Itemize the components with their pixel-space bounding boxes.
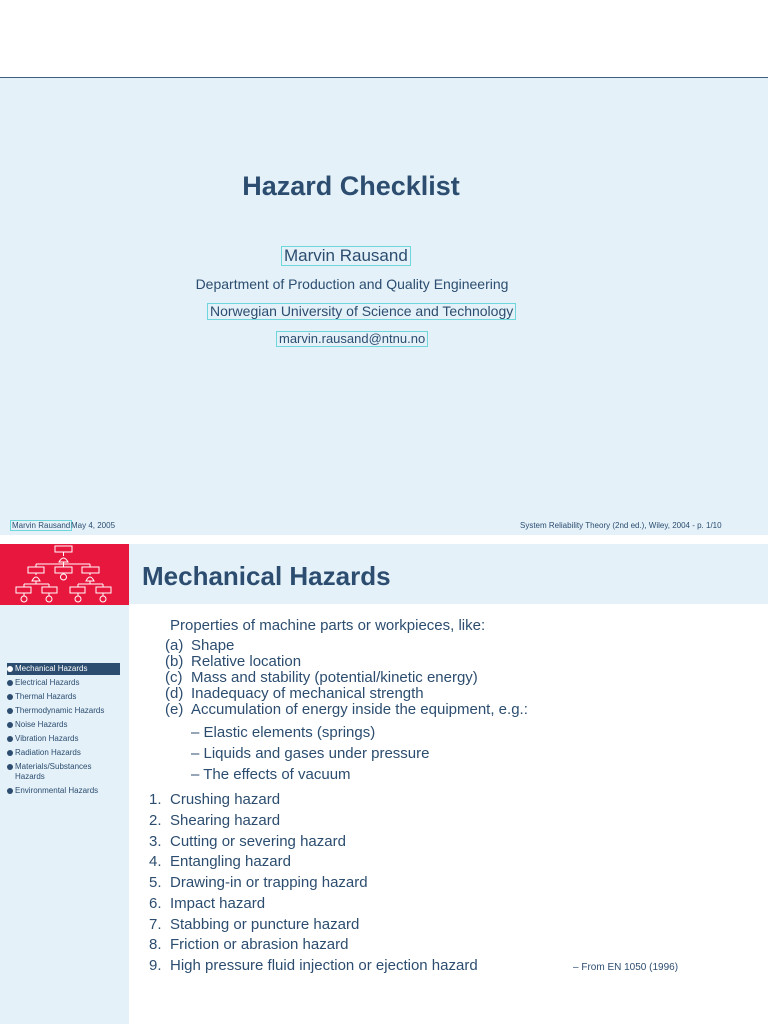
list-label: (b) xyxy=(165,653,184,670)
nav-item-mechanical-hazards[interactable] xyxy=(7,663,120,675)
list-item xyxy=(149,832,478,853)
list-item: – Elastic elements (springs) xyxy=(191,724,376,741)
department-text: Department of Production and Quality Engineering xyxy=(195,276,509,292)
list-item xyxy=(165,686,528,702)
list-item xyxy=(149,935,478,956)
list-item xyxy=(165,670,528,686)
list-number: 5. xyxy=(149,874,162,891)
nav-item-label: Radiation Hazards xyxy=(15,748,81,757)
list-item xyxy=(165,702,528,718)
list-item: – Liquids and gases under pressure xyxy=(191,745,430,762)
hazard-list xyxy=(149,790,478,977)
list-text: Mass and stability (potential/kinetic energy) xyxy=(191,669,478,686)
list-label: (c) xyxy=(165,669,183,686)
nav-item-label: Thermodynamic Hazards xyxy=(15,706,105,715)
nav-item-label: Noise Hazards xyxy=(15,720,68,729)
bullet-icon xyxy=(7,694,13,700)
list-text: Shearing hazard xyxy=(170,811,281,829)
list-text: Crushing hazard xyxy=(170,791,281,808)
list-text: Drawing-in or trapping hazard xyxy=(170,874,368,891)
list-item xyxy=(165,654,528,670)
nav-item-thermodynamic-hazards[interactable] xyxy=(7,705,120,717)
nav-item-label: Mechanical Hazards xyxy=(15,664,88,673)
energy-sub-list xyxy=(191,722,430,785)
list-label: (a) xyxy=(165,637,184,654)
list-item xyxy=(149,956,478,977)
nav-item-materials-substances-hazards[interactable] xyxy=(7,761,120,783)
bullet-icon xyxy=(7,666,13,672)
section-title: Mechanical Hazards xyxy=(142,561,391,591)
nav-item-label: Vibration Hazards xyxy=(15,734,79,743)
nav-item-thermal-hazards[interactable] xyxy=(7,691,120,703)
nav-item-environmental-hazards[interactable] xyxy=(7,785,120,797)
fault-tree-logo xyxy=(0,544,129,605)
bullet-icon xyxy=(7,750,13,756)
bullet-icon xyxy=(7,722,13,728)
list-number: 4. xyxy=(149,853,162,871)
intro-text: Properties of machine parts or workpieces, like: xyxy=(170,617,486,634)
list-item xyxy=(149,811,478,832)
list-label: (d) xyxy=(165,685,184,702)
bullet-icon xyxy=(7,788,13,794)
list-text: Shape xyxy=(191,637,235,654)
bullet-icon xyxy=(7,680,13,686)
nav-item-noise-hazards[interactable] xyxy=(7,719,120,731)
nav-item-label: Thermal Hazards xyxy=(15,692,77,701)
list-text: Relative location xyxy=(191,653,302,670)
nav-item-vibration-hazards[interactable] xyxy=(7,733,120,745)
bullet-icon xyxy=(7,764,13,770)
list-number: 3. xyxy=(149,832,162,850)
list-text: Friction or abrasion hazard xyxy=(170,936,349,954)
list-item xyxy=(149,790,478,811)
list-text: Cutting or severing hazard xyxy=(170,832,346,850)
list-item xyxy=(165,638,528,654)
footer-date: May 4, 2005 xyxy=(71,521,116,530)
list-text: Entangling hazard xyxy=(170,853,291,871)
list-number: 6. xyxy=(149,894,162,912)
list-number: 8. xyxy=(149,936,162,954)
slide-title: Hazard Checklist xyxy=(242,171,460,201)
list-item: – The effects of vacuum xyxy=(191,766,351,783)
footer-reference: System Reliability Theory (2nd ed.), Wiley, 2004 - p. 1/10 xyxy=(520,521,722,530)
bullet-icon xyxy=(7,708,13,714)
fault-tree-icon xyxy=(0,544,129,605)
nav-item-label: Environmental Hazards xyxy=(15,786,99,795)
list-text: Impact hazard xyxy=(170,894,266,912)
section-nav xyxy=(7,663,120,799)
list-text: Accumulation of energy inside the equipment, e.g.: xyxy=(191,701,528,718)
list-number: 7. xyxy=(149,915,162,933)
list-item xyxy=(149,852,478,873)
list-label: (e) xyxy=(165,701,184,718)
list-number: 1. xyxy=(149,791,162,808)
property-list xyxy=(165,638,528,718)
list-item xyxy=(149,894,478,915)
list-text: Stabbing or puncture hazard xyxy=(170,915,360,933)
list-item xyxy=(149,873,478,894)
nav-item-label: Electrical Hazards xyxy=(15,678,80,687)
list-text: Inadequacy of mechanical strength xyxy=(191,685,424,702)
university-link[interactable]: Norwegian University of Science and Technology xyxy=(207,303,516,320)
list-item xyxy=(149,915,478,936)
author-link[interactable]: Marvin Rausand xyxy=(281,246,411,266)
list-number: 9. xyxy=(149,957,162,974)
list-number: 2. xyxy=(149,811,162,829)
email-link[interactable]: marvin.rausand@ntnu.no xyxy=(276,331,428,347)
nav-item-label: Materials/Substances Hazards xyxy=(15,762,92,781)
list-text: High pressure fluid injection or ejection hazard xyxy=(170,957,478,974)
source-citation: – From EN 1050 (1996) xyxy=(573,962,679,973)
nav-item-electrical-hazards[interactable] xyxy=(7,677,120,689)
bullet-icon xyxy=(7,736,13,742)
footer-author-link[interactable]: Marvin Rausand xyxy=(12,521,71,530)
nav-item-radiation-hazards[interactable] xyxy=(7,747,120,759)
